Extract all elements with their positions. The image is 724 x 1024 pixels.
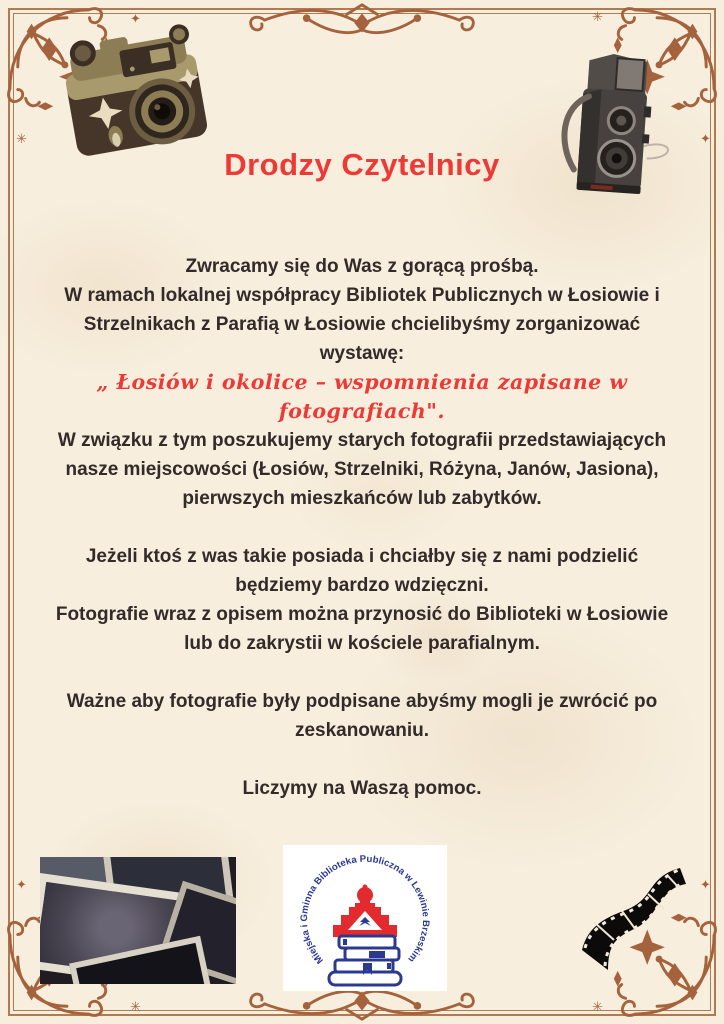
edge-flourish-icon [246, 1, 478, 43]
star-ornament-icon: ✳ [592, 9, 603, 24]
logo-books-icon [329, 936, 401, 985]
paragraph: Jeżeli ktoś z was takie posiada i chciałby się z nami podzielić będziemy bardzo wdzięczni. [85, 546, 639, 596]
film-strip-icon [574, 854, 706, 986]
star-ornament-icon: ✦ [130, 11, 141, 26]
star-ornament-icon: ✦ [700, 877, 711, 892]
paragraph: W ramach lokalnej współpracy Bibliotek Publicznych w Łosiowie i Strzelnikach z Parafią w Łosiowie chcielibyśmy zorganizować wystawę: [64, 285, 660, 364]
paragraph: W związku z tym poszukujemy starych fotografii przedstawiających nasze miejscowości (Łosiów, Strzelniki, Różyna, Janów, Jasiona), pierwszych mieszkańców lub zabytków. [57, 430, 667, 509]
library-logo [283, 845, 447, 991]
spacer [46, 745, 678, 774]
exhibition-title: „ Łosiów i okolice – wspomnienia zapisane w fotografiach". [96, 370, 628, 423]
star-ornament-icon: ✳ [16, 131, 27, 146]
paragraph: Zwracamy się do Was z gorącą prośbą. [185, 256, 539, 277]
old-photographs-image [40, 857, 236, 984]
star-ornament-icon: ✳ [130, 999, 141, 1014]
star-ornament-icon: ✦ [700, 131, 711, 146]
spacer [46, 658, 678, 687]
star-ornament-icon: ✦ [16, 877, 27, 892]
body-text [46, 252, 678, 803]
paragraph: Liczymy na Waszą pomoc. [242, 778, 482, 799]
star-ornament-icon: ✳ [592, 999, 603, 1014]
paragraph: Ważne aby fotografie były podpisane abyśmy mogli je zwrócić po zeskanowaniu. [66, 691, 658, 741]
spacer [46, 513, 678, 542]
page-title: Drodzy Czytelnicy [224, 147, 500, 182]
logo-circle-text: Miejska i Gminna Biblioteka Publiczna w Lewinie Brzeskim [298, 853, 432, 966]
paragraph: Fotografie wraz z opisem można przynosić do Biblioteki w Łosiowie lub do zakrystii w kościele parafialnym. [55, 604, 669, 654]
vintage-camera-illustration [38, 16, 230, 164]
